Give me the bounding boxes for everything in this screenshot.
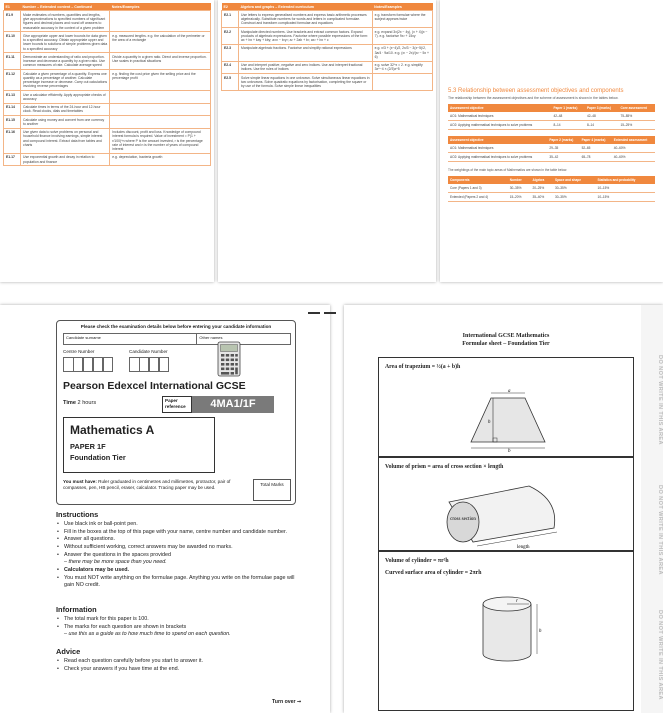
row-reference: E2.4 (222, 61, 239, 74)
table-cell: AO1: Mathematical techniques (448, 112, 551, 121)
row-reference: E2.1 (222, 11, 239, 28)
core-ao-table (448, 104, 655, 130)
row-reference: E1.9 (4, 11, 21, 32)
row-reference: E1.17 (4, 153, 21, 166)
instruction-item: • Calculators may be used. (56, 567, 306, 575)
number-extended-table (3, 3, 211, 166)
row-reference: E2.2 (222, 28, 239, 45)
paper-reference-label: Paper reference (162, 396, 192, 413)
table-row (448, 153, 655, 162)
spec-page-algebra (218, 0, 436, 282)
spec-page-assessment (440, 0, 663, 282)
prism-formula: Volume of prism = area of cross section × length (385, 464, 504, 470)
row-content: Demonstrate an understanding of ratio and proportion. Increase and decrease a quantity by a given ratio. Use common measures of rate. Calculate average speed (21, 53, 110, 70)
formulae-title (378, 332, 634, 349)
formulae-title-line2: Formulae sheet – Foundation Tier (462, 341, 550, 348)
cover-heading: Please check the examination details below before entering your candidate information (80, 324, 272, 329)
column-header: Assessment objective (448, 136, 547, 144)
information-item: • The marks for each question are shown in brackets (56, 624, 306, 632)
qualification-title: Pearson Edexcel International GCSE (63, 380, 246, 392)
other-names-field[interactable]: Other names (196, 333, 291, 345)
column-header: Paper 3 (marks) (585, 104, 619, 112)
exam-cover-page (0, 305, 330, 713)
table-cell: 8–14 (585, 121, 619, 130)
row-notes (110, 91, 211, 104)
table-row (4, 53, 211, 70)
table-row (4, 70, 211, 91)
column-header: Notes/Examples (110, 3, 211, 11)
table-cell: AO1: Mathematical techniques (448, 144, 547, 153)
table-row (222, 74, 433, 91)
page-separator (308, 312, 336, 314)
table-cell: 8–14 (551, 121, 585, 130)
must-have-label: You must have: (63, 479, 97, 484)
instruction-item: • Without sufficient working, correct answers may be awarded no marks. (56, 544, 306, 552)
row-content: Give appropriate upper and lower bounds for data given to a specified accuracy. Obtain appropriate upper and lower bounds to solutions of simple problems given data to a specified accuracy (21, 32, 110, 53)
table-row (4, 128, 211, 153)
candidate-number-boxes[interactable] (129, 357, 169, 372)
column-header: Paper 4 (marks) (580, 136, 612, 144)
row-reference: E1.11 (4, 53, 21, 70)
column-header: Algebra (530, 176, 553, 184)
row-notes: Includes discount, profit and loss. Knowledge of compound interest formula is required. Value of investment = P(1 + r/100)^n where P is the amount invested, r is the percentage rate of interest and n is the number of years of compound interest (110, 128, 211, 153)
trapezium-diagram (459, 388, 569, 452)
table-cell: 30–35% (508, 184, 531, 193)
row-content: Calculate using money and convert from one currency to another (21, 116, 110, 129)
row-reference: E1.14 (4, 103, 21, 116)
table-cell: 15–20% (508, 193, 531, 202)
column-header: Assessment objective (448, 104, 551, 112)
table-row (448, 112, 655, 121)
time-value: 2 hours (77, 400, 97, 406)
candidate-surname-field[interactable]: Candidate surname (63, 333, 197, 345)
table-row (222, 61, 433, 74)
row-notes (110, 11, 211, 32)
paper-name: PAPER 1F (70, 442, 106, 451)
formulae-title-line1: International GCSE Mathematics (462, 333, 550, 339)
cylinder-formula-box (378, 551, 634, 711)
prism-formula-box (378, 457, 634, 551)
formulae-sheet-page (344, 305, 663, 713)
spec-page-number (0, 0, 214, 282)
topic-weighting-table (448, 176, 655, 202)
instruction-subnote: – there may be more space than you need. (64, 559, 167, 566)
table-row (448, 144, 655, 153)
row-reference: E1.10 (4, 32, 21, 53)
row-notes: e.g. expand 3x(2x − 4y), (x + 4)(x − 7). e.g. factorise 9x² + 15xy (372, 28, 432, 45)
table-cell: Extended (Papers 2 and 4) (448, 193, 508, 202)
instruction-item: • Answer all questions. (56, 536, 306, 544)
table-cell: 10–15% (596, 193, 655, 202)
instructions-title: Instructions (56, 510, 99, 519)
instructions-section (56, 510, 306, 590)
label-h: h (488, 420, 491, 425)
column-header: Statistics and probability (596, 176, 655, 184)
candidate-number-label: Candidate Number (129, 349, 168, 354)
row-content: Use letters to express generalised numbers and express basic arithmetic processes algebraically. Substitute numbers for words and letters in complicated formulae. Construct and transform complicated formulae and equations (239, 11, 373, 28)
table-row (222, 44, 433, 61)
exam-time (63, 400, 96, 406)
section-intro: The relationship between the assessment objectives and the scheme of assessment is shown in the tables below. (448, 96, 619, 100)
information-item: • The total mark for this paper is 100. (56, 616, 306, 624)
column-header: Algebra and graphs – Extended curriculum (239, 3, 373, 11)
information-title: Information (56, 605, 97, 614)
prism-diagram (429, 476, 579, 550)
row-notes: Divide a quantity in a given ratio. Direct and inverse proportion. Use scales in practical situations (110, 53, 211, 70)
row-notes (372, 74, 432, 91)
table-row (222, 11, 433, 28)
column-header: Paper 2 (marks) (547, 136, 579, 144)
row-content: Manipulate algebraic fractions. Factorise and simplify rational expressions (239, 44, 373, 61)
table-cell: 30–35% (553, 184, 596, 193)
column-header: E1 (4, 3, 21, 11)
column-header: E2 (222, 3, 239, 11)
table-row (4, 103, 211, 116)
advice-title: Advice (56, 647, 81, 656)
table-row (448, 184, 655, 193)
table-row (4, 91, 211, 104)
tier-name: Foundation Tier (70, 453, 126, 462)
row-notes (110, 116, 211, 129)
advice-section (56, 647, 306, 673)
information-subnote: – use this as a guide as to how much time to spend on each question. (64, 631, 231, 638)
row-content: Solve simple linear equations in one unknown. Solve simultaneous linear equations in two unknowns. Solve quadratic equations by factorisation, completing the square or by use of the formula. Solve simple linear inequalities (239, 74, 373, 91)
row-content: Calculate times in terms of the 24-hour and 12-hour clock. Read clocks, dials and timetables (21, 103, 110, 116)
table-cell: 65–78 (580, 153, 612, 162)
table-cell: Core (Papers 1 and 3) (448, 184, 508, 193)
trapezium-formula: Area of trapezium = ½(a + b)h (385, 364, 461, 370)
cylinder-area-formula: Curved surface area of cylinder = 2πrh (385, 570, 482, 576)
advice-item: • Read each question carefully before you start to answer it. (56, 658, 306, 666)
row-content: Use and interpret positive, negative and zero indices. Use and interpret fractional indices. Use the rules of indices (239, 61, 373, 74)
cylinder-diagram (471, 594, 543, 666)
instruction-item: • Use black ink or ball-point pen. (56, 521, 306, 529)
column-header: Number – Extended content – Continued (21, 3, 110, 11)
row-reference: E2.3 (222, 44, 239, 61)
formulae-sheet (378, 305, 634, 713)
instruction-item: • You must NOT write anything on the formulae page. Anything you write on the formulae page will gain NO credit. (56, 575, 306, 590)
row-content: Use a calculator efficiently. Apply appropriate checks of accuracy (21, 91, 110, 104)
table-cell: 29–35 (547, 144, 579, 153)
total-marks-box[interactable]: Total Marks (253, 479, 291, 501)
table-row (448, 193, 655, 202)
table-cell: 35–40% (530, 193, 553, 202)
advice-item: • Check your answers if you have time at the end. (56, 666, 306, 674)
length-label: length (517, 545, 530, 550)
row-content: Calculate a given percentage of a quantity. Express one quantity as a percentage of another. Calculate percentage increase or decrease. Carry out calculations involving reverse percentages (21, 70, 110, 91)
table-row (448, 121, 655, 130)
table-row (4, 153, 211, 166)
cylinder-volume-formula: Volume of cylinder = πr²h (385, 558, 449, 564)
column-header: Space and shape (553, 176, 596, 184)
row-notes: e.g. solve 32^x = 2. e.g. simplify 3x^−4 × (2/3)x^5 (372, 61, 432, 74)
row-notes (110, 103, 211, 116)
do-not-write-margin: DO NOT WRITE IN THIS AREA (657, 610, 663, 700)
table-cell: 10–15% (596, 184, 655, 193)
label-r: r (516, 599, 518, 604)
must-have-text (63, 479, 251, 503)
row-reference: E1.13 (4, 91, 21, 104)
table-cell: 40–60% (612, 153, 655, 162)
row-notes: e.g. finding the cost price given the selling price and the percentage profit (110, 70, 211, 91)
table-row (4, 11, 211, 32)
label-a: a (508, 389, 511, 394)
column-header: Extended assessment (612, 136, 655, 144)
subject-title: Mathematics A (70, 423, 155, 437)
weighting-note: The weightings of the main topic areas of Mathematics are shown in the table below. (448, 168, 568, 173)
row-content: Use given data to solve problems on personal and household finance involving earnings, simple interest and compound interest. Extract data from tables and charts (21, 128, 110, 153)
table-cell: 30–35% (553, 193, 596, 202)
column-header: Core assessment (618, 104, 655, 112)
row-reference: E1.16 (4, 128, 21, 153)
row-notes: e.g. depreciation, bacteria growth (110, 153, 211, 166)
row-reference: E1.12 (4, 70, 21, 91)
table-cell: 42–48 (551, 112, 585, 121)
row-notes: e.g. x/3 + (x−4)/2, 2x/3 − 3(x−5)/2, 3a/4 · 9a/10. e.g. (x² − 2x)/(x² − 5x + 6) (372, 44, 432, 61)
do-not-write-margin: DO NOT WRITE IN THIS AREA (657, 485, 663, 575)
row-notes: e.g. transform formulae where the subject appears twice (372, 11, 432, 28)
algebra-extended-table (221, 3, 433, 91)
table-cell: AO2: Applying mathematical techniques to solve problems (448, 153, 547, 162)
table-cell: 15–25% (618, 121, 655, 130)
label-h-cylinder: h (539, 629, 542, 634)
turn-over-label: Turn over ➞ (272, 699, 302, 705)
paper-code: 4MA1/1F (192, 396, 274, 413)
instruction-item: • Answer the questions in the spaces provided (56, 552, 306, 560)
column-header: Paper 1 (marks) (551, 104, 585, 112)
row-reference: E2.5 (222, 74, 239, 91)
table-row (4, 116, 211, 129)
cross-section-label: cross section (450, 517, 476, 522)
extended-ao-table (448, 136, 655, 162)
row-content: Manipulate directed numbers. Use brackets and extract common factors. Expand products of algebraic expressions. Factorise where possible expressions of the form: ax + bx + kay + kby; a²x² − b²y²; a² + 2ab + b²; ax² + bx + c (239, 28, 373, 45)
row-reference: E1.15 (4, 116, 21, 129)
candidate-details-box (56, 320, 296, 505)
time-label: Time (63, 400, 76, 406)
row-content: Use exponential growth and decay in relation to population and finance (21, 153, 110, 166)
table-cell: 20–25% (530, 184, 553, 193)
row-notes: e.g. measured lengths. e.g. the calculation of the perimeter or the area of a rectangle (110, 32, 211, 53)
table-cell: 35–42 (547, 153, 579, 162)
table-cell: 40–60% (612, 144, 655, 153)
centre-number-boxes[interactable] (63, 357, 113, 372)
centre-number-label: Centre Number (63, 349, 95, 354)
calculator-icon (217, 341, 241, 377)
instruction-item: • Fill in the boxes at the top of this page with your name, centre number and candidate number. (56, 529, 306, 537)
column-header: Number (508, 176, 531, 184)
table-row (4, 32, 211, 53)
section-heading: 5.3 Relationship between assessment objectives and components (448, 88, 624, 94)
label-b: b (508, 449, 511, 452)
must-have-items: Ruler graduated in centimetres and millimetres, protractor, pair of compasses, pen, HB pencil, eraser, calculator. Tracing paper may be used. (63, 479, 231, 491)
trapezium-formula-box (378, 357, 634, 457)
candidate-name-row (63, 333, 291, 345)
table-cell: 75–85% (618, 112, 655, 121)
column-header: Components (448, 176, 508, 184)
column-header: Notes/Examples (372, 3, 432, 11)
table-cell: AO2: Applying mathematical techniques to solve problems (448, 121, 551, 130)
table-row (222, 28, 433, 45)
do-not-write-margin: DO NOT WRITE IN THIS AREA (657, 355, 663, 445)
information-section (56, 605, 306, 639)
row-content: Make estimates of numbers, quantities and lengths, give approximations to specified numbers of significant figures and decimal places and round off answers to reasonable accuracy in the context of a given problem (21, 11, 110, 32)
subject-box (63, 417, 215, 473)
table-cell: 42–48 (585, 112, 619, 121)
table-cell: 52–65 (580, 144, 612, 153)
